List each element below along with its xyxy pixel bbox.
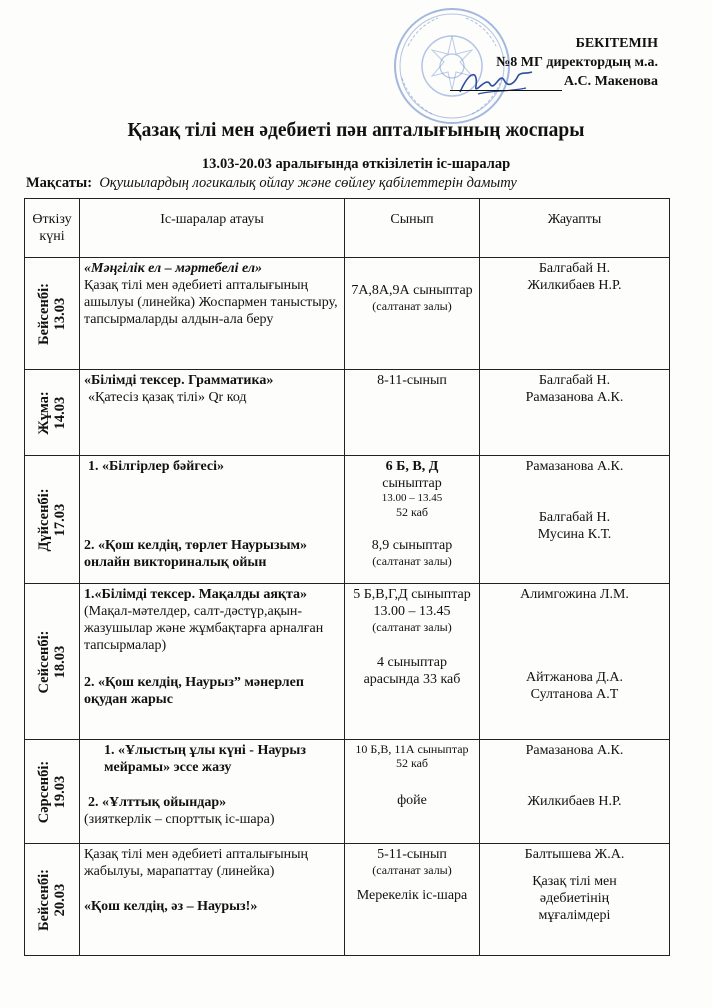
- date-cell: [25, 844, 80, 956]
- event-text: Қазақ тілі мен әдебиеті апталығының ашылуы (линейка) Жоспармен таныстыру, тапсырмаларды алдын-ала беру: [84, 278, 338, 327]
- class-main: 4 сыныптар арасында 33 каб: [363, 655, 461, 687]
- event-item: 1. «Білгірлер бәйгесі»: [88, 459, 224, 474]
- date-cell: [25, 370, 80, 456]
- class-main: 8,9 сыныптар: [371, 538, 453, 553]
- table-row: [25, 370, 670, 456]
- event-item: 1. «Ұлыстың ұлы күні - Наурыз мейрамы» эссе жазу: [104, 743, 306, 775]
- day-label: Бейсенбі:: [36, 868, 52, 931]
- table-row: [25, 740, 670, 844]
- responsible-name: Мусина К.Т.: [537, 527, 612, 542]
- table-row: [25, 584, 670, 740]
- header-class: Сынып: [345, 199, 480, 258]
- event-title: 1.«Білімді тексер. Мақалды аяқта»: [84, 587, 308, 602]
- approval-name: А.С. Макенова: [563, 74, 658, 89]
- date-label: 13.03: [52, 297, 68, 330]
- class-room: 52 каб: [395, 505, 429, 519]
- page-title: Қазақ тілі мен әдебиеті пән апталығының жоспары: [127, 120, 585, 141]
- event-item: Қазақ тілі мен әдебиеті апталығының жабылуы, марапаттау (линейка): [84, 847, 309, 879]
- date-cell: [25, 740, 80, 844]
- date-label: 14.03: [52, 396, 68, 429]
- event-item: «Қош келдің, әз – Наурыз!»: [84, 899, 258, 914]
- date-cell: [25, 584, 80, 740]
- event-cell: [80, 740, 345, 844]
- responsible-name: Алимгожина Л.М.: [520, 587, 629, 602]
- class-cell: [345, 844, 480, 956]
- class-main: Мерекелік іс-шара: [356, 888, 468, 903]
- class-cell: [345, 456, 480, 584]
- approval-position: №8 МГ директордың м.а.: [496, 55, 658, 70]
- class-note: (салтанат залы): [372, 299, 452, 313]
- class-note: (салтанат залы): [372, 620, 452, 634]
- class-time: 13.00 – 13.45: [381, 492, 443, 504]
- event-text: (Мақал-мәтелдер, салт-дәстүр,ақын-жазушылар және жұмбақтарға арналған тапсырмалар): [84, 604, 324, 653]
- day-label: Дүйсенбі:: [36, 487, 52, 552]
- class-main: сыныптар: [382, 476, 442, 491]
- approval-heading: БЕКІТЕМІН: [575, 36, 658, 51]
- day-label: Сәрсенбі:: [36, 760, 52, 823]
- responsible-name: Балгабай Н.: [538, 510, 611, 525]
- responsible-cell: [480, 584, 670, 740]
- day-label: Сейсенбі:: [36, 630, 52, 693]
- event-cell: [80, 844, 345, 956]
- responsible-cell: [480, 456, 670, 584]
- signature-line: [450, 76, 562, 91]
- class-main: 7А,8А,9А сыныптар: [351, 283, 473, 298]
- responsible-name: Балтышева Ж.А.: [524, 847, 625, 862]
- table-row: [25, 844, 670, 956]
- class-cell: [345, 370, 480, 456]
- class-cell: [345, 258, 480, 370]
- class-note: (салтанат залы): [372, 554, 452, 568]
- class-main: фойе: [397, 793, 427, 808]
- class-title: 6 Б, В, Д: [385, 459, 439, 474]
- class-cell: [345, 584, 480, 740]
- class-room: 52 каб: [395, 756, 429, 770]
- table-row: [25, 456, 670, 584]
- class-main: 5 Б,В,Г,Д сыныптар 13.00 – 13.45: [353, 587, 471, 619]
- responsible-name: Рамазанова А.К.: [525, 743, 624, 758]
- table-row: [25, 258, 670, 370]
- responsible-name: Айтжанова Д.А.: [525, 670, 624, 685]
- class-main: 5-11-сынып: [377, 847, 447, 862]
- date-label: 17.03: [52, 503, 68, 536]
- date-label: 18.03: [52, 645, 68, 678]
- class-note: (салтанат залы): [372, 863, 452, 877]
- responsible-name: Султанова А.Т: [530, 687, 619, 702]
- date-cell: [25, 258, 80, 370]
- responsible-name: Рамазанова А.К.: [525, 390, 624, 405]
- responsible-cell: [480, 844, 670, 956]
- event-title: 2. «Ұлттық ойындар»: [88, 795, 227, 810]
- header-event: Іс-шаралар атауы: [80, 199, 345, 258]
- responsible-name: Жилкибаев Н.Р.: [527, 794, 622, 809]
- responsible-name: Рамазанова А.К.: [525, 459, 624, 474]
- goal-label: Мақсаты:: [26, 175, 93, 191]
- event-cell: [80, 258, 345, 370]
- header-date: Өткізу күні: [25, 199, 80, 258]
- page-subtitle: 13.03-20.03 аралығында өткізілетін іс-шаралар: [201, 156, 511, 172]
- event-title: «Білімді тексер. Грамматика»: [84, 373, 274, 388]
- responsible-name: Қазақ тілі мен әдебиетінің мұғалімдері: [532, 874, 617, 923]
- header-responsible: Жауапты: [480, 199, 670, 258]
- plan-table: [24, 198, 670, 956]
- goal-text: Оқушылардың логикалық ойлау және сөйлеу қабілеттерін дамыту: [99, 175, 517, 191]
- goal-line: [26, 175, 517, 192]
- day-label: Жұма:: [36, 390, 52, 435]
- responsible-cell: [480, 370, 670, 456]
- event-cell: [80, 370, 345, 456]
- event-text: (зияткерлік – спорттық іс-шара): [84, 812, 275, 827]
- responsible-name: Балгабай Н.: [538, 261, 611, 276]
- event-cell: [80, 584, 345, 740]
- date-cell: [25, 456, 80, 584]
- event-title: «Мәңгілік ел – мәртебелі ел»: [84, 261, 263, 276]
- responsible-name: Жилкибаев Н.Р.: [527, 278, 622, 293]
- class-cell: [345, 740, 480, 844]
- event-item: 2. «Қош келдің, Наурыз” мәнерлеп оқудан жарыс: [84, 675, 304, 707]
- event-text: «Қатесіз қазақ тілі» Qr код: [88, 390, 247, 405]
- day-label: Бейсенбі:: [36, 282, 52, 345]
- date-label: 20.03: [52, 883, 68, 916]
- responsible-cell: [480, 740, 670, 844]
- event-item: 2. «Қош келдің, төрлет Наурызым» онлайн викториналық ойын: [84, 538, 308, 570]
- date-label: 19.03: [52, 775, 68, 808]
- class-main: 8-11-сынып: [377, 373, 447, 388]
- table-header-row: [25, 199, 670, 258]
- event-cell: [80, 456, 345, 584]
- responsible-name: Балгабай Н.: [538, 373, 611, 388]
- class-main: 10 Б,В, 11А сыныптар: [355, 742, 469, 756]
- responsible-cell: [480, 258, 670, 370]
- approval-block: [450, 34, 658, 91]
